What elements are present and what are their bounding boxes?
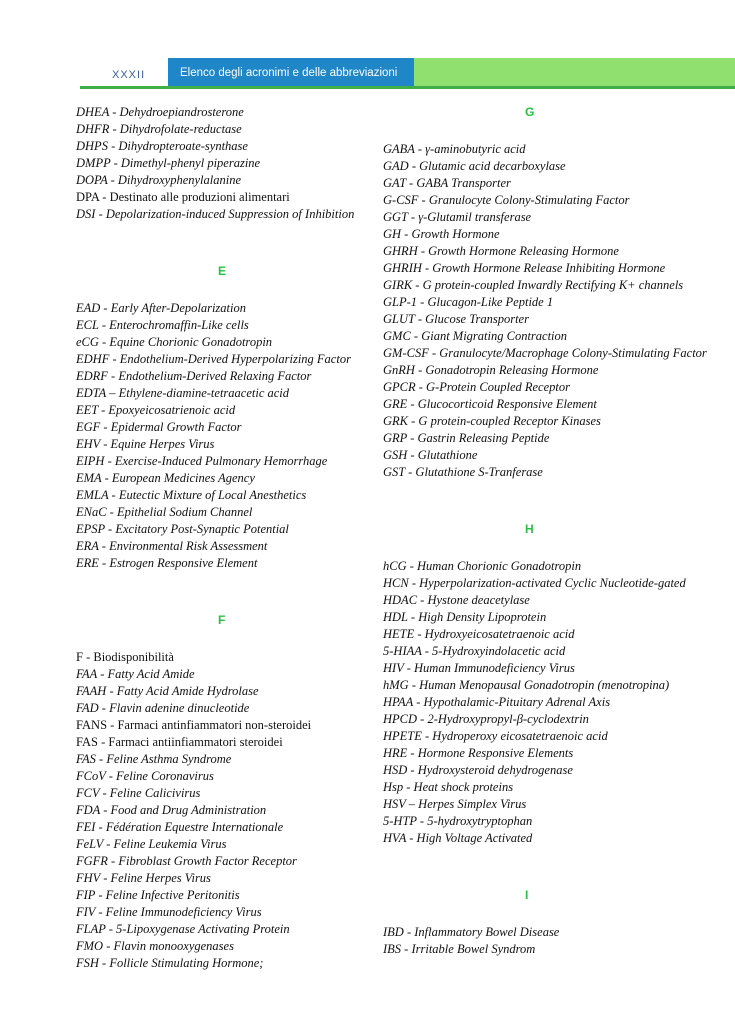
header-divider bbox=[80, 86, 735, 89]
acronym-entry: GLP-1 - Glucagon-Like Peptide 1 bbox=[383, 295, 554, 309]
section-h bbox=[383, 558, 713, 847]
acronym-entry: EAD - Early After-Depolarization bbox=[76, 301, 246, 315]
acronym-entry: EMA - European Medicines Agency bbox=[76, 471, 255, 485]
acronym-entry: GnRH - Gonadotropin Releasing Hormone bbox=[383, 363, 599, 377]
acronym-entry: HDAC - Hystone deacetylase bbox=[383, 593, 530, 607]
acronym-entry: EDHF - Endothelium-Derived Hyperpolarizing Factor bbox=[76, 352, 351, 366]
section-letter-h: H bbox=[525, 522, 534, 536]
acronym-entry: FANS - Farmaci antinfiammatori non-steroidei bbox=[76, 718, 312, 732]
acronym-entry: ERA - Environmental Risk Assessment bbox=[76, 539, 268, 553]
acronym-entry: DHEA - Dehydroepiandrosterone bbox=[76, 105, 244, 119]
section-e bbox=[76, 300, 376, 572]
acronym-entry: EHV - Equine Herpes Virus bbox=[76, 437, 215, 451]
acronym-entry: HRE - Hormone Responsive Elements bbox=[383, 746, 574, 760]
acronym-entry: HDL - High Density Lipoprotein bbox=[383, 610, 547, 624]
acronym-entry: FAD - Flavin adenine dinucleotide bbox=[76, 701, 250, 715]
acronym-entry: GAT - GABA Transporter bbox=[383, 176, 511, 190]
header-accent-band bbox=[414, 58, 735, 86]
acronym-entry: FLAP - 5-Lipoxygenase Activating Protein bbox=[76, 922, 290, 936]
acronym-entry: HPETE - Hydroperoxy eicosatetraenoic acid bbox=[383, 729, 608, 743]
acronym-entry: GIRK - G protein-coupled Inwardly Rectifying K+ channels bbox=[383, 278, 684, 292]
acronym-entry: HVA - High Voltage Activated bbox=[383, 831, 533, 845]
acronym-entry: HSV – Herpes Simplex Virus bbox=[383, 797, 527, 811]
acronym-entry: GST - Glutathione S-Tranferase bbox=[383, 465, 543, 479]
acronym-entry: EMLA - Eutectic Mixture of Local Anesthetics bbox=[76, 488, 307, 502]
acronym-entry: hMG - Human Menopausal Gonadotropin (menotropina) bbox=[383, 678, 670, 692]
acronym-entry: GAD - Glutamic acid decarboxylase bbox=[383, 159, 566, 173]
acronym-entry: hCG - Human Chorionic Gonadotropin bbox=[383, 559, 582, 573]
acronym-entry: FCV - Feline Calicivirus bbox=[76, 786, 201, 800]
acronym-entry: HSD - Hydroxysteroid dehydrogenase bbox=[383, 763, 573, 777]
acronym-entry: ERE - Estrogen Responsive Element bbox=[76, 556, 258, 570]
acronym-entry: FAS - Feline Asthma Syndrome bbox=[76, 752, 232, 766]
acronym-entry: Hsp - Heat shock proteins bbox=[383, 780, 514, 794]
acronym-entry: DMPP - Dimethyl-phenyl piperazine bbox=[76, 156, 261, 170]
right-column bbox=[383, 104, 713, 958]
acronym-entry: GH - Growth Hormone bbox=[383, 227, 500, 241]
acronym-entry: EDRF - Endothelium-Derived Relaxing Factor bbox=[76, 369, 312, 383]
acronym-entry: EIPH - Exercise-Induced Pulmonary Hemorrhage bbox=[76, 454, 328, 468]
section-f bbox=[76, 649, 376, 972]
acronym-entry: FAS - Farmaci antiinfiammatori steroidei bbox=[76, 735, 283, 749]
acronym-entry: DOPA - Dihydroxyphenylalanine bbox=[76, 173, 242, 187]
page-header bbox=[80, 58, 735, 86]
acronym-entry: DHFR - Dihydrofolate-reductase bbox=[76, 122, 242, 136]
acronym-entry: EGF - Epidermal Growth Factor bbox=[76, 420, 242, 434]
acronym-entry: FSH - Follicle Stimulating Hormone; bbox=[76, 956, 264, 970]
acronym-entry: F - Biodisponibilità bbox=[76, 650, 174, 664]
acronym-entry: HPAA - Hypothalamic-Pituitary Adrenal Axis bbox=[383, 695, 611, 709]
acronym-entry: GHRH - Growth Hormone Releasing Hormone bbox=[383, 244, 619, 258]
acronym-entry: GHRIH - Growth Hormone Release Inhibiting Hormone bbox=[383, 261, 666, 275]
acronym-entry: EDTA – Ethylene-diamine-tetraacetic acid bbox=[76, 386, 290, 400]
acronym-entry: FIP - Feline Infective Peritonitis bbox=[76, 888, 240, 902]
acronym-entry: ECL - Enterochromaffin-Like cells bbox=[76, 318, 249, 332]
acronym-entry: FIV - Feline Immunodeficiency Virus bbox=[76, 905, 262, 919]
acronym-entry: IBD - Inflammatory Bowel Disease bbox=[383, 925, 560, 939]
acronym-entry: GLUT - Glucose Transporter bbox=[383, 312, 529, 326]
acronym-entry: 5-HTP - 5-hydroxytryptophan bbox=[383, 814, 533, 828]
acronym-entry: GMC - Giant Migrating Contraction bbox=[383, 329, 568, 343]
acronym-entry: GABA - γ-aminobutyric acid bbox=[383, 142, 526, 156]
acronym-entry: DHPS - Dihydropteroate-synthase bbox=[76, 139, 248, 153]
acronym-entry: HCN - Hyperpolarization-activated Cyclic Nucleotide-gated bbox=[383, 576, 686, 590]
acronym-entry: GGT - γ-Glutamil transferase bbox=[383, 210, 532, 224]
section-letter-e: E bbox=[218, 264, 227, 278]
acronym-entry: GPCR - G-Protein Coupled Receptor bbox=[383, 380, 570, 394]
acronym-entry: FEI - Fédération Equestre Internationale bbox=[76, 820, 284, 834]
left-column bbox=[76, 104, 376, 972]
section-letter-f: F bbox=[218, 613, 226, 627]
section-letter-i: I bbox=[525, 888, 529, 902]
page-number-box bbox=[80, 58, 168, 86]
acronym-entry: GRK - G protein-coupled Receptor Kinases bbox=[383, 414, 601, 428]
acronym-entry: GRE - Glucocorticoid Responsive Element bbox=[383, 397, 597, 411]
acronym-entry: FDA - Food and Drug Administration bbox=[76, 803, 267, 817]
section-letter-g: G bbox=[525, 105, 535, 119]
header-title-box bbox=[168, 58, 414, 86]
acronym-entry: FeLV - Feline Leukemia Virus bbox=[76, 837, 227, 851]
section-i bbox=[383, 924, 713, 958]
acronym-entry: G-CSF - Granulocyte Colony-Stimulating Factor bbox=[383, 193, 630, 207]
acronym-entry: FMO - Flavin monooxygenases bbox=[76, 939, 234, 953]
acronym-entry: GM-CSF - Granulocyte/Macrophage Colony-Stimulating Factor bbox=[383, 346, 707, 360]
acronym-entry: FHV - Feline Herpes Virus bbox=[76, 871, 211, 885]
section-g bbox=[383, 141, 713, 481]
acronym-entry: EPSP - Excitatory Post-Synaptic Potential bbox=[76, 522, 289, 536]
acronym-entry: DPA - Destinato alle produzioni alimentari bbox=[76, 190, 290, 204]
acronym-entry: FAAH - Fatty Acid Amide Hydrolase bbox=[76, 684, 259, 698]
acronym-entry: IBS - Irritable Bowel Syndrom bbox=[383, 942, 536, 956]
acronym-entry: HIV - Human Immunodeficiency Virus bbox=[383, 661, 575, 675]
header-title: Elenco degli acronimi e delle abbreviazioni bbox=[180, 67, 398, 79]
acronym-entry: EET - Epoxyeicosatrienoic acid bbox=[76, 403, 236, 417]
page-number: XXXII bbox=[112, 69, 146, 81]
acronym-entry: HPCD - 2-Hydroxypropyl-β-cyclodextrin bbox=[383, 712, 589, 726]
acronym-entry: GRP - Gastrin Releasing Peptide bbox=[383, 431, 550, 445]
acronym-entry: FGFR - Fibroblast Growth Factor Receptor bbox=[76, 854, 297, 868]
acronym-entry: ENaC - Epithelial Sodium Channel bbox=[76, 505, 253, 519]
acronym-entry: HETE - Hydroxyeicosatetraenoic acid bbox=[383, 627, 575, 641]
section-d bbox=[76, 104, 376, 223]
acronym-entry: eCG - Equine Chorionic Gonadotropin bbox=[76, 335, 273, 349]
acronym-entry: FAA - Fatty Acid Amide bbox=[76, 667, 195, 681]
acronym-entry: GSH - Glutathione bbox=[383, 448, 478, 462]
acronym-entry: DSI - Depolarization-induced Suppression of Inhibition bbox=[76, 207, 355, 221]
acronym-entry: FCoV - Feline Coronavirus bbox=[76, 769, 214, 783]
acronym-entry: 5-HIAA - 5-Hydroxyindolacetic acid bbox=[383, 644, 566, 658]
